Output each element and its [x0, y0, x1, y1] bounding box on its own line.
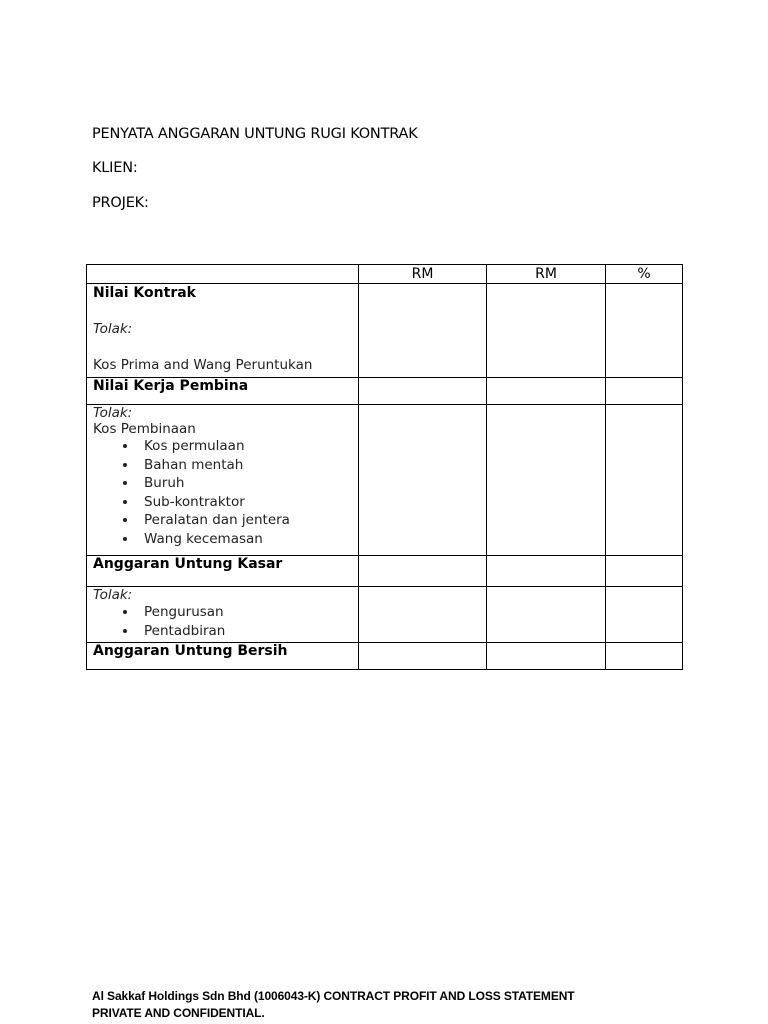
overhead-item-list [93, 603, 352, 640]
row-title: Kos Pembinaan [93, 421, 196, 437]
cell-rm-2[interactable] [487, 587, 606, 643]
list-item: • Pentadbiran [138, 622, 352, 641]
footer-company-line: Al Sakkaf Holdings Sdn Bhd (1006043-K) CONTRACT PROFIT AND LOSS STATEMENT [92, 989, 575, 1003]
row-description [87, 556, 359, 587]
table-row-nilai-kerja-pembina [87, 378, 683, 405]
cell-rm-2[interactable] [487, 284, 606, 378]
cell-rm-2[interactable] [487, 556, 606, 587]
client-label: KLIEN: [92, 160, 138, 176]
cell-percent[interactable] [606, 405, 683, 556]
less-label: Tolak: [93, 321, 133, 337]
footer-confidential-line: PRIVATE AND CONFIDENTIAL. [92, 1006, 265, 1020]
row-title: Anggaran Untung Kasar [93, 556, 283, 572]
list-item: • Kos permulaan [138, 437, 352, 456]
cell-rm-1[interactable] [359, 378, 487, 405]
page-footer [92, 988, 575, 1022]
list-item: • Wang kecemasan [138, 530, 352, 549]
row-title: Nilai Kontrak [93, 285, 196, 301]
cost-item-list [93, 437, 352, 548]
row-description [87, 378, 359, 405]
cell-rm-1[interactable] [359, 556, 487, 587]
cell-rm-1[interactable] [359, 587, 487, 643]
table-row-overheads [87, 587, 683, 643]
cell-percent[interactable] [606, 378, 683, 405]
cell-percent[interactable] [606, 556, 683, 587]
column-header-rm-2: RM [487, 265, 606, 284]
column-header-rm-1: RM [359, 265, 487, 284]
column-header-percent: % [606, 265, 683, 284]
list-item: • Sub-kontraktor [138, 493, 352, 512]
list-item: • Buruh [138, 474, 352, 493]
row-description [87, 284, 359, 378]
row-description [87, 587, 359, 643]
cell-percent[interactable] [606, 587, 683, 643]
cell-rm-1[interactable] [359, 405, 487, 556]
cell-rm-1[interactable] [359, 284, 487, 378]
document-title: PENYATA ANGGARAN UNTUNG RUGI KONTRAK [92, 126, 418, 142]
table-row-kos-pembinaan [87, 405, 683, 556]
table-header-row [87, 265, 683, 284]
list-item: • Peralatan dan jentera [138, 511, 352, 530]
less-label: Tolak: [93, 587, 133, 603]
list-item: • Bahan mentah [138, 456, 352, 475]
row-title: Anggaran Untung Bersih [93, 643, 288, 659]
list-item: • Pengurusan [138, 603, 352, 622]
cell-rm-2[interactable] [487, 405, 606, 556]
cell-rm-1[interactable] [359, 643, 487, 670]
column-header-description [87, 265, 359, 284]
cell-percent[interactable] [606, 284, 683, 378]
profit-loss-table [86, 264, 683, 670]
table-row-nilai-kontrak [87, 284, 683, 378]
less-label: Tolak: [93, 405, 133, 421]
table-row-untung-kasar [87, 556, 683, 587]
row-description [87, 405, 359, 556]
cell-rm-2[interactable] [487, 643, 606, 670]
table-row-untung-bersih [87, 643, 683, 670]
row-title: Nilai Kerja Pembina [93, 378, 249, 394]
row-description [87, 643, 359, 670]
row-item: Kos Prima and Wang Peruntukan [93, 357, 313, 373]
project-label: PROJEK: [92, 195, 149, 211]
cell-percent[interactable] [606, 643, 683, 670]
cell-rm-2[interactable] [487, 378, 606, 405]
